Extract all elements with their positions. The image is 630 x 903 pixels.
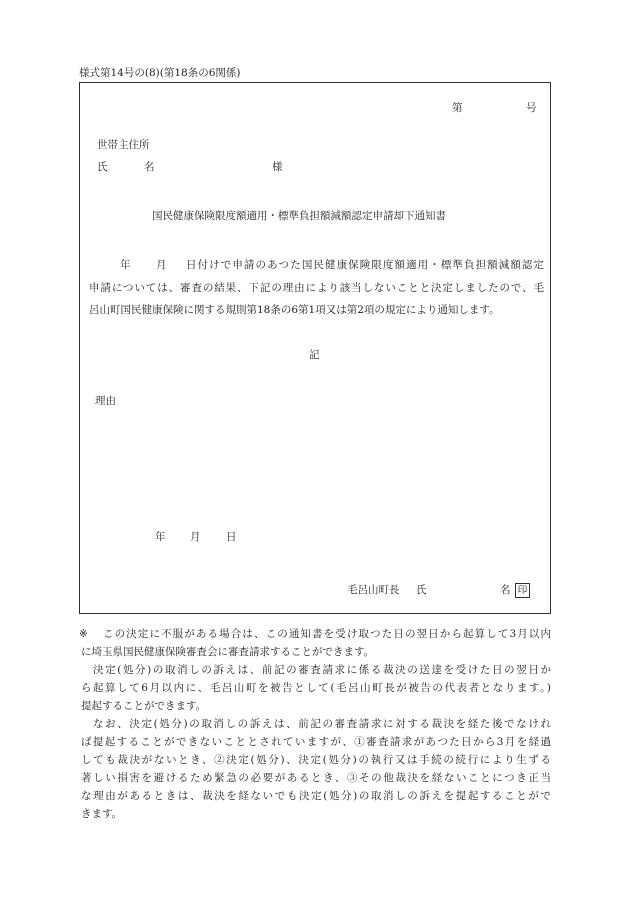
footnote-mark: ※: [79, 628, 88, 640]
footnote-line: この決定に不服がある場合は、この通知書を受け取つた日の翌日から起算して3月以内: [103, 628, 551, 640]
address-label: 世帯主住所: [97, 139, 150, 151]
honorific: 様: [272, 161, 283, 173]
body-line-3: 呂山町国民健康保険に関する規則第18条の6第1項又は第2項の規定により通知します。: [89, 304, 500, 316]
footnote-line: ら起算して6月以内に、毛呂山町を被告として(毛呂山町長が被告の代表者となります。): [81, 682, 551, 694]
date-year: 年: [155, 531, 166, 543]
footnote-line: ば提起することができないこととされていますが、①審査請求があつた日から3月を経過: [81, 736, 551, 748]
ki-label: 記: [309, 349, 320, 361]
footnote-line: 著しい損害を避けるため緊急の必要があるとき、③その他裁決を経ないことにつき正当: [81, 772, 551, 784]
name-label-2: 名: [144, 161, 155, 173]
footnote-line: に埼玉県国民健康保険審査会に審査請求することができます。: [81, 646, 375, 658]
footnote-line: きます。: [81, 808, 123, 820]
issuer-name-1: 氏: [416, 584, 427, 596]
footnote-line: なお、決定(処分)の取消しの訴えは、前記の審査請求に対する裁決を経た後でなけれ: [93, 718, 551, 730]
footnote-line: な理由があるときは、裁決を経ないでも決定(処分)の取消しの訴えを提起することがで: [81, 790, 551, 802]
footnote-line: 決定(処分)の取消しの訴えは、前記の審査請求に係る裁決の送達を受けた日の翌日か: [93, 664, 551, 676]
number-label-left: 第: [452, 102, 463, 114]
name-label-1: 氏: [97, 161, 108, 173]
footnote-line: しても裁決がないとき、②決定(処分)、決定(処分)の執行又は手続の続行により生ずる: [81, 754, 551, 766]
date-day: 日: [226, 531, 237, 543]
body-line-2: 申請については、審査の結果、下記の理由により該当しないことと決定しましたので、毛: [89, 282, 544, 294]
reason-label: 理由: [95, 395, 116, 407]
body-line-1: 日付けで申請のあつた国民健康保険限度額適用・標準負担額減額認定: [186, 259, 544, 271]
date-month: 月: [190, 531, 201, 543]
number-label-right: 号: [526, 102, 537, 114]
body-year: 年: [120, 259, 131, 271]
form-number: 様式第14号の(8)(第18条の6関係): [79, 67, 241, 79]
seal-mark: 印: [515, 583, 530, 598]
body-month: 月: [156, 259, 167, 271]
issuer-title: 毛呂山町長: [347, 584, 400, 596]
footnote-line: 提起することができます。: [81, 700, 207, 712]
issuer-name-2: 名: [500, 584, 511, 596]
notice-title: 国民健康保険限度額適用・標準負担額減額認定申請却下通知書: [152, 210, 446, 222]
